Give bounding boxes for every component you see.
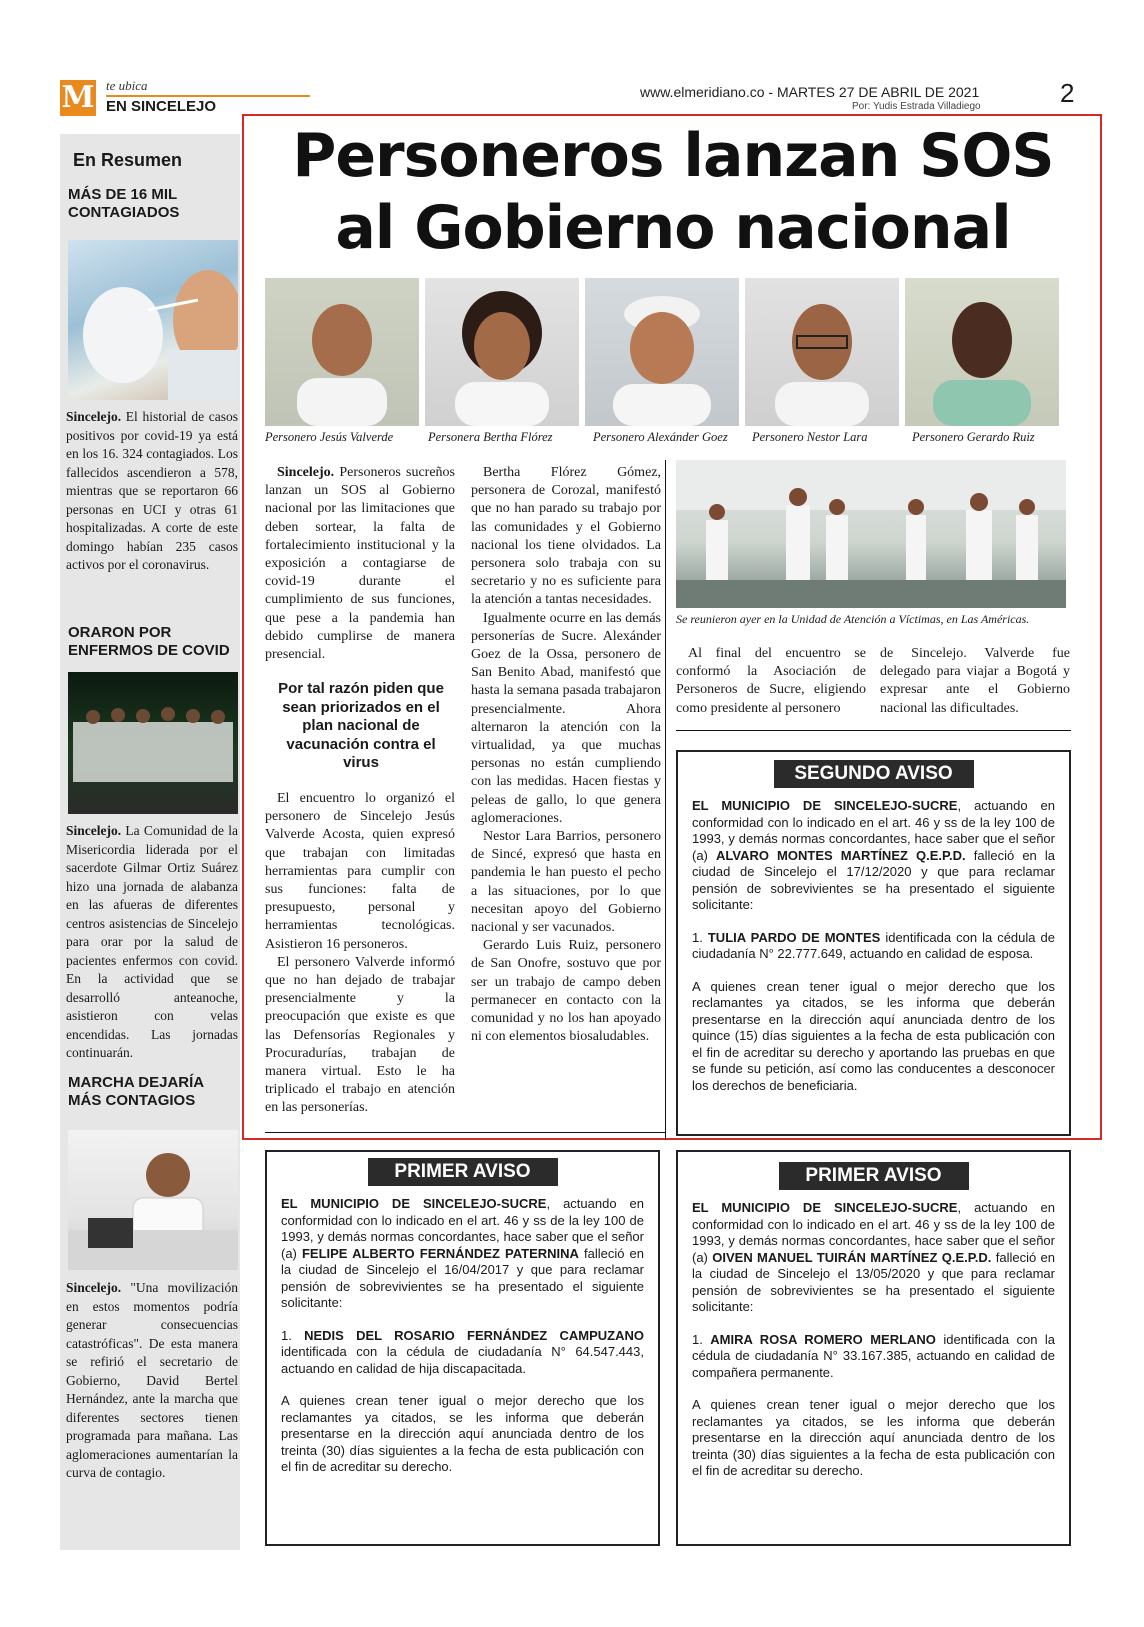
notice-primer-aviso-right <box>676 1150 1071 1546</box>
notice-segundo-body: EL MUNICIPIO DE SINCELEJO-SUCRE, actuando en conformidad con lo indicado en el art. 46 y ss de la ley 100 de 1993, y demás normas concordantes, hace saber que el señor (a) ALVARO MONTES MARTÍNEZ Q.E.P.D. falleció en la ciudad de Sincelejo el 17/12/2020 y que para reclamar pensión de sobrevivientes se ha presentado el siguiente solicitante: 1. TULIA PARDO DE MONTES identificada con la cédula de ciudadanía N° 22.777.649, actuando en calidad de esposa. A quienes crean tener igual o mejor derecho que los reclamantes ya citados, se les informa que deberán presentarse en la dirección aquí anunciada dentro de los quince (15) días siguientes a la fecha de esta publicación con el fin de acreditar su derecho y aportando las pruebas en que se funde su petición, así como las conducentes a desconocer los derechos de beneficiaria. <box>692 798 1056 1093</box>
sidebar-heading-1: MÁS DE 16 MIL CONTAGIADOS <box>68 186 180 221</box>
tagline: te ubica <box>106 78 148 93</box>
article-column-1: Sincelejo. Personeros sucreños lanzan un SOS al Gobierno nacional por las limitaciones que deben sortear, la falta de fortalecimiento institucional y la exposición a contagiarse de covid-19 durante el cumplimiento de sus funciones, que pese a la pandemia han debido cumplirse de manera presencial. <box>265 465 455 663</box>
portrait-caption-3: Personero Alexánder Goez <box>593 430 728 444</box>
article-column-1b: El encuentro lo organizó el personero de Sincelejo Jesús Valverde Acosta, quien expresó que trabajan con limitadas herramientas para cumplir con sus funciones: falta de presupuesto, personal y herramientas tecnológicas. Asistieron 16 personeros. El personero Valverde informó que no han dejado de trabajar presencialmente y la preocupación que existe es que las Defensorías Regionales y Procuradurías, trabajan de manera virtual. Esto le ha triplicado el trabajo en atención en las personerías. <box>265 791 455 1116</box>
vigil-illustration <box>68 672 238 814</box>
column-divider <box>665 460 666 1140</box>
sidebar-text-1: Sincelejo. El historial de casos positivos por covid-19 ya está en los 16. 324 contagiados. Los fallecidos ascendieron a 578, mientras que se reportaron 66 personas en UCI y otras 61 hospitalizadas. A corte de este domingo habían 235 casos activos por el coronavirus. <box>66 409 238 572</box>
portrait-caption-2: Personera Bertha Flórez <box>428 430 553 444</box>
sidebar-heading-2: ORARON POR ENFERMOS DE COVID <box>68 624 230 659</box>
portrait-4-illustration <box>745 278 899 426</box>
group-photo-illustration <box>676 460 1066 608</box>
portrait-3-illustration <box>585 278 739 426</box>
section-title: EN SINCELEJO <box>106 98 217 115</box>
portrait-1 <box>265 278 419 426</box>
notice-segundo-title: SEGUNDO AVISO <box>774 760 974 788</box>
group-photo-caption: Se reunieron ayer en la Unidad de Atención a Víctimas, en Las Américas. <box>676 612 1030 626</box>
portrait-3 <box>585 278 739 426</box>
article-column-4: de Sincelejo. Valverde fue delegado para viajar a Bogotá y expresar ante el Gobierno nacional las dificultades. <box>880 646 1070 716</box>
portrait-caption-5: Personero Gerardo Ruiz <box>912 430 1035 444</box>
photo-government-secretary <box>68 1130 238 1270</box>
portrait-2-illustration <box>425 278 579 426</box>
article-column-3: Al final del encuentro se conformó la Asociación de Personeros de Sucre, eligiendo como presidente al personero <box>676 646 866 716</box>
page-number: 2 <box>1060 78 1075 108</box>
group-photo <box>676 460 1066 608</box>
byline: Por: Yudis Estrada Villadiego <box>852 101 981 112</box>
article-bottom-rule <box>265 1132 665 1133</box>
portrait-5 <box>905 278 1059 426</box>
pull-quote: Por tal razón piden que sean priorizados en el plan nacional de vacunación contra el virus <box>278 680 444 771</box>
photo-prayer-vigil <box>68 672 238 814</box>
sidebar-text-3: Sincelejo. "Una movilización en estos momentos podría generar consecuencias catastróficas". De esta manera se refirió el secretario de Gobierno, David Bertel Hernández, ante la marcha que diferentes sectores tienen programada para mañana. Las aglomeraciones aumentarían la curva de contagio. <box>66 1280 238 1480</box>
article-headline: Personeros lanzan SOS al Gobierno nacional <box>292 121 1054 263</box>
portrait-5-illustration <box>905 278 1059 426</box>
sidebar-text-2: Sincelejo. La Comunidad de la Misericordia liderada por el sacerdote Gilmar Ortiz Suárez hizo una jornada de alabanza en las afueras de diferentes centros asistencias de Sincelejo para orar por la salud de pacientes enfermos con covid. En la actividad que se desarrolló anteanoche, asistieron con velas encendidas. Las jornadas continuarán. <box>66 823 238 1060</box>
secretary-illustration <box>68 1130 238 1270</box>
portrait-caption-1: Personero Jesús Valverde <box>265 430 394 444</box>
notice-primer-aviso-left <box>265 1150 660 1546</box>
photo-covid-test <box>68 240 238 400</box>
notice-primer-right-body: EL MUNICIPIO DE SINCELEJO-SUCRE, actuando en conformidad con lo indicado en el art. 46 y ss de la ley 100 de 1993, y demás normas concordantes, hace saber que el señor (a) OIVEN MANUEL TUIRÁN MARTÍNEZ Q.E.P.D. falleció en la ciudad de Sincelejo el 13/05/2020 y que para reclamar pensión de sobrevivientes se ha presentado el siguiente solicitante: 1. AMIRA ROSA ROMERO MERLANO identificada con la cédula de ciudadanía N° 33.167.385, actuando en calidad de compañera permanente. A quienes crean tener igual o mejor derecho que los reclamantes ya citados, se les informa que deberán presentarse en la dirección aquí anunciada dentro de los treinta (30) días siguientes a la fecha de esta publicación con el fin de acreditar su derecho. <box>692 1200 1056 1478</box>
portrait-1-illustration <box>265 278 419 426</box>
portrait-caption-4: Personero Nestor Lara <box>752 430 868 444</box>
portrait-4 <box>745 278 899 426</box>
article-column-2: Bertha Flórez Gómez, personera de Corozal, manifestó que no han parado su trabajo por las comunidades y el Gobierno nacional los tiene olvidados. La personera solo trabaja con su secretario y no es suficiente para la atención a tantas necesidades. Igualmente ocurre en las demás personerías de Sucre. Alexánder Goez de la Ossa, personero de San Benito Abad, manifestó que hasta la semana pasada trabajaron presencialmente. Ahora alternaron la atención con la virtualidad, ya que muchas personas no están cumpliendo con las medidas. Hacen fiestas y peleas de gallo, lo que genera aglomeraciones. Nestor Lara Barrios, personero de Sincé, expresó que hasta en pandemia le han puesto el pecho a las situaciones, por lo que necesitan apoyo del Gobierno nacional y ser vacunados. Gerardo Luis Ruiz, personero de San Onofre, sostuvo que por ser un trabajo de campo deben permanecer en contacto con la comunidad y no los han apoyado ni con elementos biosaludables. <box>471 465 661 1045</box>
portrait-2 <box>425 278 579 426</box>
notice-primer-right-title: PRIMER AVISO <box>779 1162 969 1190</box>
covid-test-illustration <box>68 240 238 400</box>
newspaper-logo: M <box>61 80 95 115</box>
section-rule <box>676 730 1071 731</box>
sidebar-heading-3: MARCHA DEJARÍA MÁS CONTAGIOS <box>68 1074 204 1109</box>
notice-primer-left-title: PRIMER AVISO <box>368 1158 558 1186</box>
notice-primer-left-body: EL MUNICIPIO DE SINCELEJO-SUCRE, actuando en conformidad con lo indicado en el art. 46 y ss de la ley 100 de 1993, y demás normas concordantes, hace saber que el señor (a) FELIPE ALBERTO FERNÁNDEZ PATERNINA falleció en la ciudad de Sincelejo el 16/04/2017 y que para reclamar pensión de sobrevivientes se ha presentado el siguiente solicitante: 1. NEDIS DEL ROSARIO FERNÁNDEZ CAMPUZANO identificada con la cédula de ciudadanía N° 64.547.443, actuando en calidad de hija discapacitada. A quienes crean tener igual o mejor derecho que los reclamantes ya citados, se les informa que deberán presentarse en la dirección aquí anunciada dentro de los treinta (30) días siguientes a la fecha de esta publicación con el fin de acreditar su derecho. <box>281 1196 644 1474</box>
sidebar-title: En Resumen <box>73 150 183 170</box>
header-divider <box>106 95 310 97</box>
dateline: www.elmeridiano.co - MARTES 27 DE ABRIL DE 2021 <box>640 84 980 100</box>
notice-segundo-aviso <box>676 750 1071 1136</box>
